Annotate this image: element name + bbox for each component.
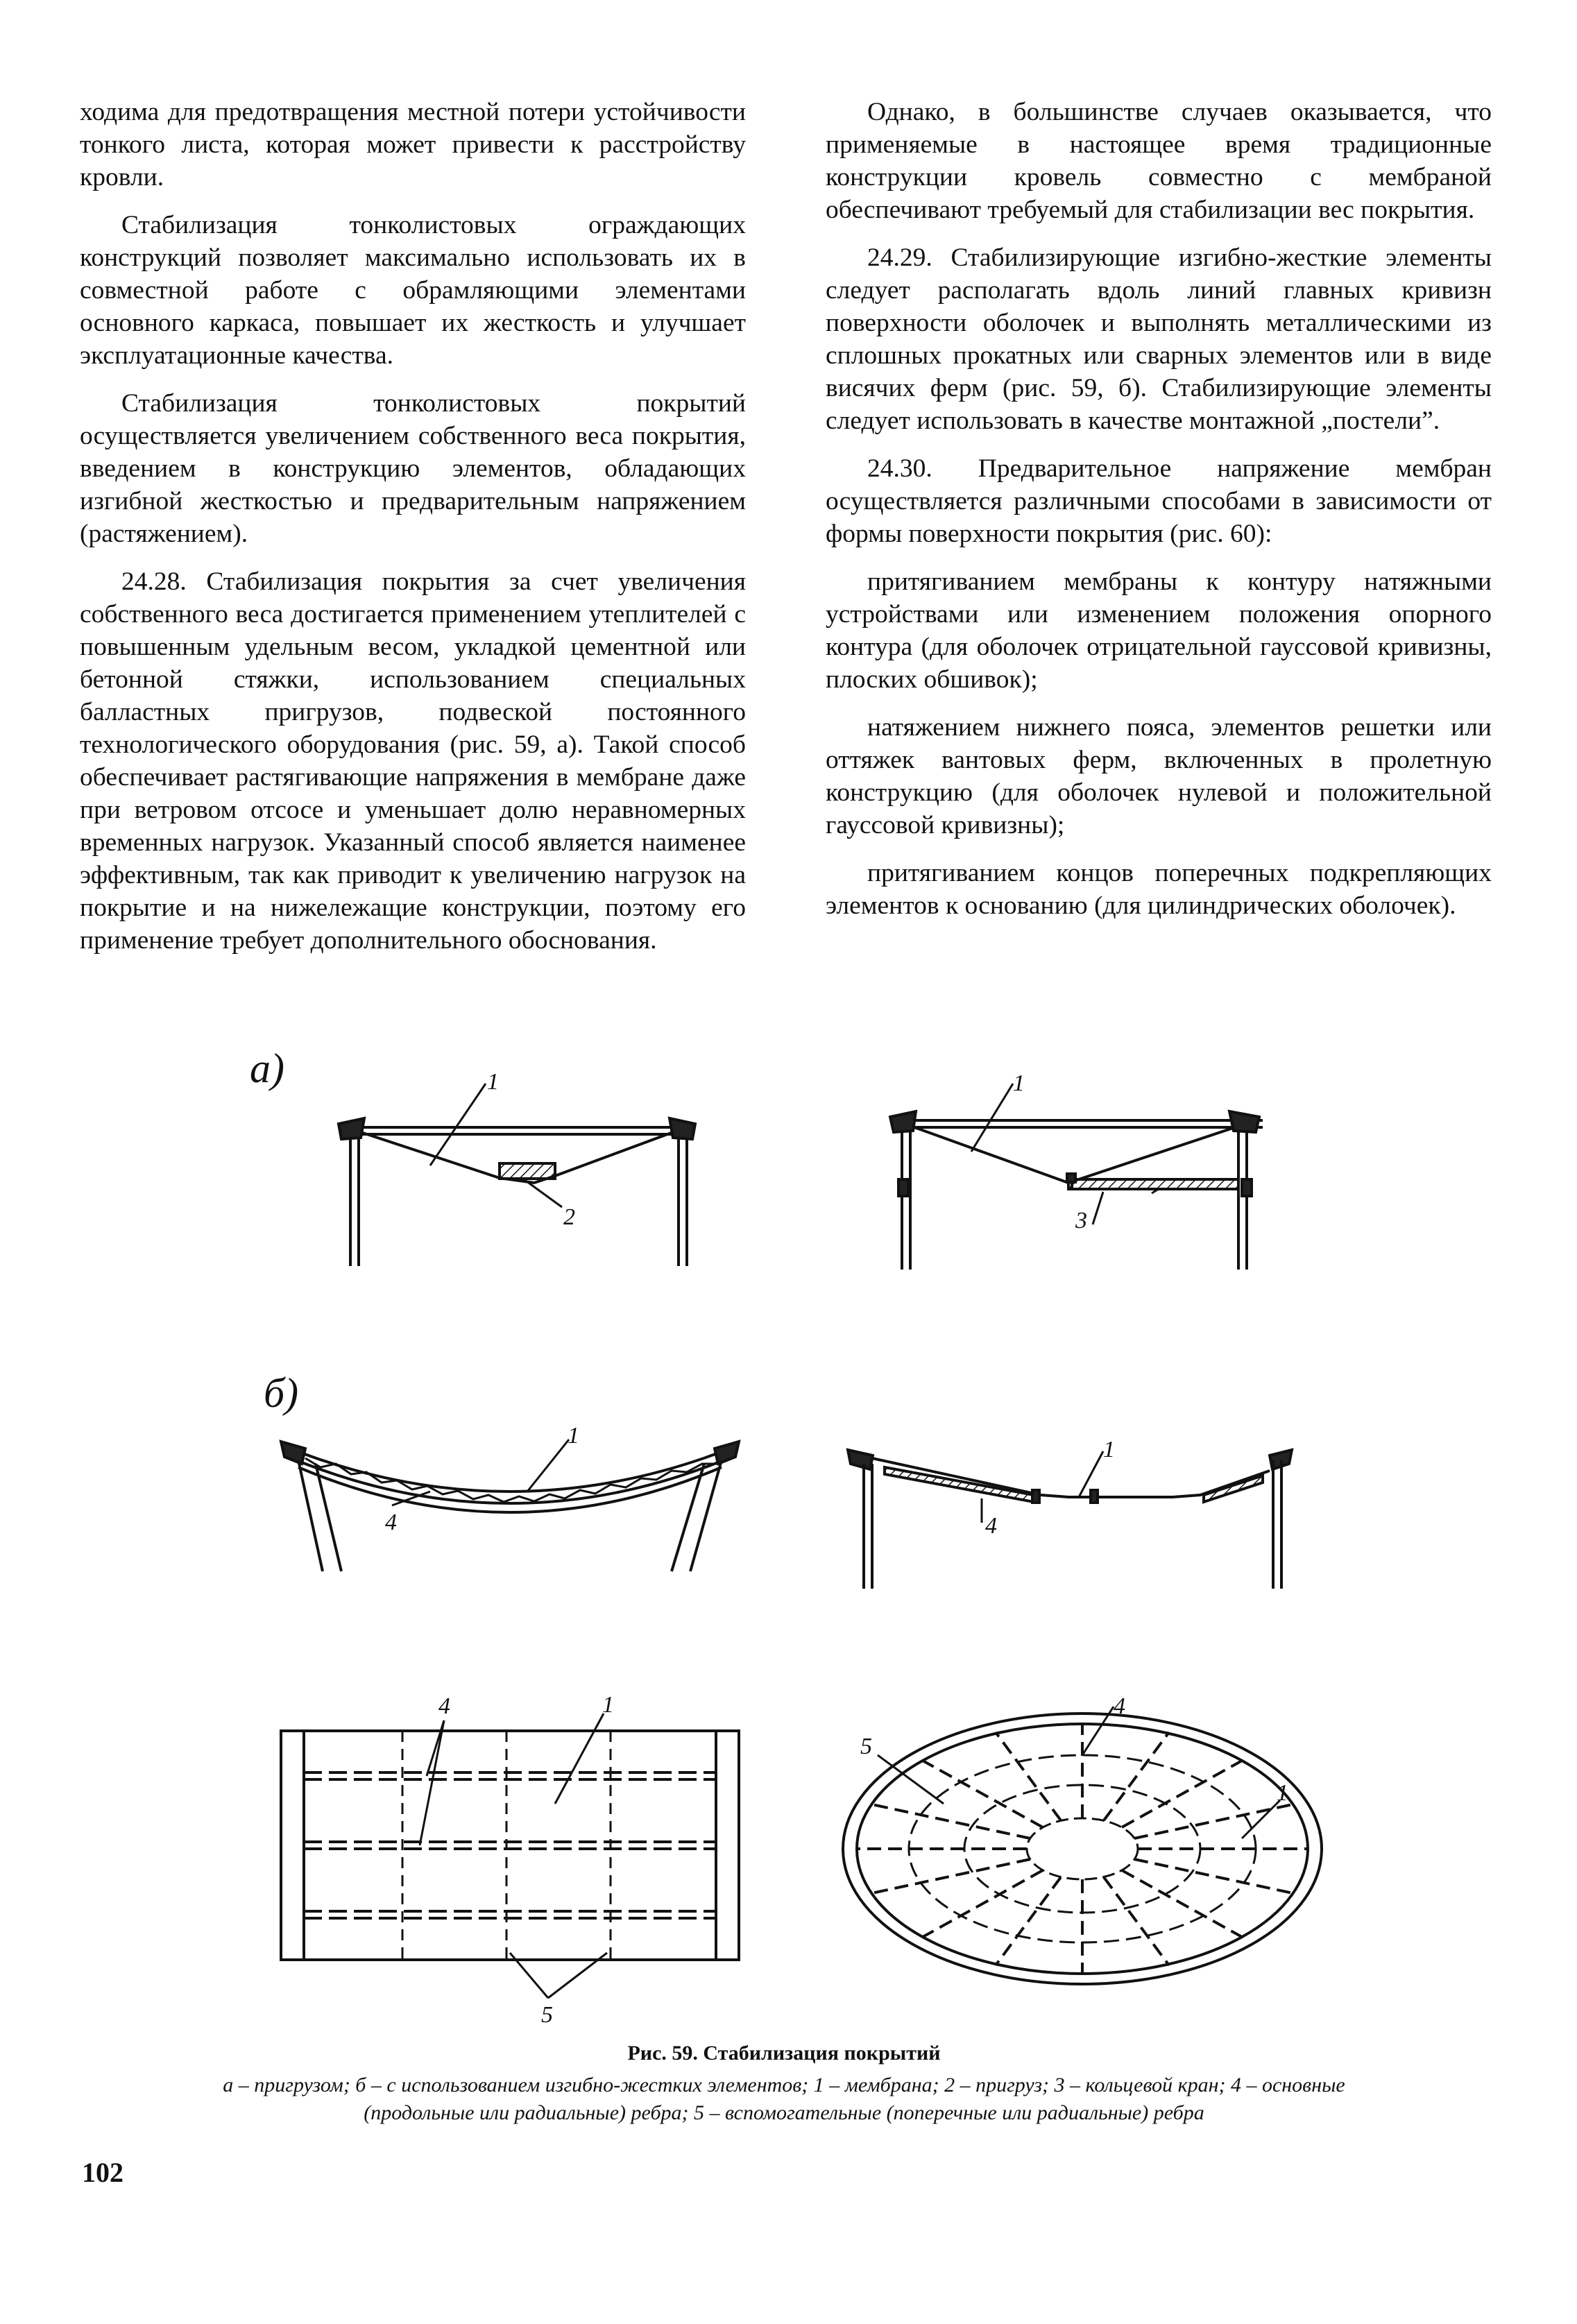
page-number: 102: [82, 2157, 123, 2188]
label-b: б): [264, 1370, 299, 1416]
callout-4-plan: 4: [438, 1693, 450, 1719]
callout-1-crane: 1: [1013, 1070, 1025, 1096]
right-paragraph-6: притягиванием концов поперечных подкрепляющих элементов к основанию (для цилиндрических оболочек).: [826, 859, 1492, 920]
figure-59-drawing: [0, 999, 1577, 2116]
plan-elliptical: [843, 1693, 1322, 1984]
figure-caption: [208, 2040, 1360, 2127]
callout-3: 3: [1075, 1208, 1087, 1233]
diagram-b-stiffening: [848, 1437, 1292, 1589]
callout-1-truss: 1: [568, 1423, 579, 1449]
left-paragraph-3: Стабилизация тонколистовых покрытий осуществляется увеличением собственного веса покрытия, введением в конструкцию элементов, обладающих изгибной жесткостью и предварительным напряжением (растяжением).: [80, 389, 746, 548]
callout-4-stiff: 4: [985, 1513, 997, 1539]
right-paragraph-3: 24.30. Предварительное напряжение мембран осуществляется различными способами в зависимости от формы поверхности покрытия (рис. 60):: [826, 454, 1492, 548]
callout-5-plan: 5: [541, 2002, 553, 2028]
plan-rectangular: [281, 1692, 739, 2028]
caption-title: Рис. 59. Стабилизация покрытий: [627, 2042, 941, 2065]
callout-4-ellipse: 4: [1114, 1693, 1125, 1719]
right-text-column: [826, 96, 1492, 937]
callout-1-plan: 1: [602, 1692, 614, 1718]
callout-2: 2: [563, 1204, 575, 1230]
left-paragraph-2: Стабилизация тонколистовых ограждающих конструкций позволяет максимально использовать их в совместной работе с обрамляющими элементами основного каркаса, повышает их жесткость и улучшает эксплуатационные качества.: [80, 211, 746, 370]
diagram-a-crane: [890, 1070, 1263, 1270]
label-a: а): [250, 1045, 284, 1091]
right-paragraph-4: притягиванием мембраны к контуру натяжными устройствами или изменением положения опорного контура (для оболочек отрицательной гауссовой кривизны, плоских обшивок);: [826, 567, 1492, 694]
callout-1: 1: [487, 1069, 499, 1095]
right-paragraph-1: Однако, в большинстве случаев оказывается, что применяемые в настоящее время традиционные конструкции кровель совместно с мембраной обеспечивают требуемый для стабилизации вес покрытия.: [826, 98, 1492, 224]
callout-4-truss: 4: [385, 1510, 397, 1535]
diagram-b-truss: [264, 1370, 739, 1571]
caption-body: а – пригрузом; б – с использованием изгибно-жестких элементов; 1 – мембрана; 2 – пригруз; 3 – кольцевой кран; 4 – основные (продольные или радиальные) ребра; 5 – вспомогательные (поперечные или радиальные) ребра: [223, 2074, 1345, 2124]
left-paragraph-1: ходима для предотвращения местной потери устойчивости тонкого листа, которая может привести к расстройству кровли.: [80, 98, 746, 191]
right-paragraph-5: натяжением нижнего пояса, элементов решетки или оттяжек вантовых ферм, включенных в пролетную конструкцию (для оболочек нулевой и положительной гауссовой кривизны);: [826, 713, 1492, 839]
diagram-a-ballast: [250, 1045, 695, 1266]
callout-1-stiff: 1: [1103, 1437, 1115, 1462]
right-paragraph-2: 24.29. Стабилизирующие изгибно-жесткие элементы следует располагать вдоль линий главных кривизн поверхности оболочек и выполнять металлическими из сплошных прокатных или сварных элементов или в виде висячих ферм (рис. 59, б). Стабилизирующие элементы следует использовать в качестве монтажной „постели”.: [826, 243, 1492, 435]
left-text-column: [80, 96, 746, 972]
callout-5-ellipse: 5: [860, 1734, 872, 1759]
left-paragraph-4: 24.28. Стабилизация покрытия за счет увеличения собственного веса достигается применением утеплителей с повышенным удельным весом, укладкой цементной или бетонной стяжки, использованием специальных балластных пригрузов, подвеской постоянного технологического оборудования (рис. 59, а). Такой способ обеспечивает растягивающие напряжения в мембране даже при ветровом отсосе и уменьшает долю неравномерных временных нагрузок. Указанный способ является наименее эффективным, так как приводит к увеличению нагрузок на покрытие и на нижележащие конструкции, поэтому его применение требует дополнительного обоснования.: [80, 567, 746, 955]
callout-1-ellipse: 1: [1277, 1780, 1288, 1806]
